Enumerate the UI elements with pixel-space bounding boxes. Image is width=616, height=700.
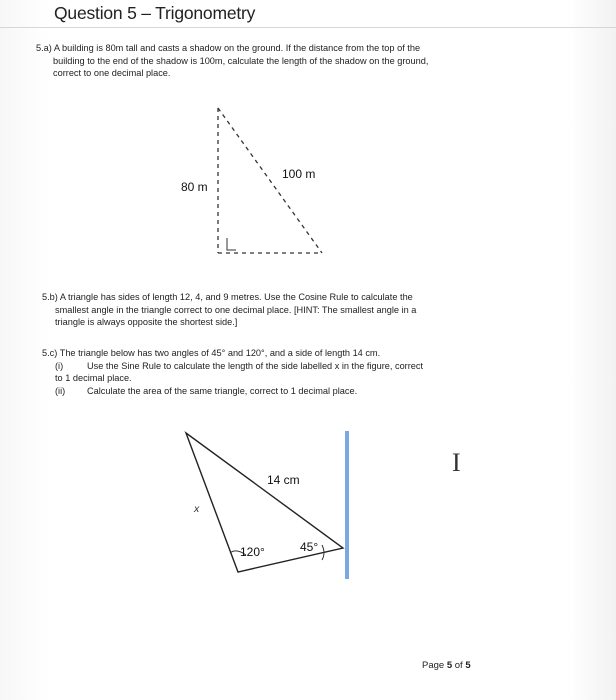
part2-text: Calculate the area of the same triangle, correct to 1 decimal place.: [87, 385, 358, 396]
total-pages: 5: [465, 660, 471, 671]
footer-middle: of: [452, 660, 466, 671]
side-label: 14 cm: [267, 473, 300, 487]
page-footer: [422, 660, 471, 671]
part1-marker: (i): [55, 360, 64, 371]
angle-45-label: 45°: [300, 540, 319, 554]
q5a-line1: 5.a) A building is 80m tall and casts a shadow on the ground. If the distance from the top of the: [36, 43, 421, 53]
page-title: Question 5 – Trigonometry: [54, 3, 256, 23]
hypotenuse-label: 100 m: [282, 167, 316, 181]
x-label: x: [194, 503, 200, 515]
q5b-line3: triangle is always opposite the shortest side.]: [55, 317, 238, 328]
q5a-line3: correct to one decimal place.: [53, 68, 171, 79]
q5b-line1: 5.b) A triangle has sides of length 12, 4, and 9 metres. Use the Cosine Rule to calculate the: [42, 292, 413, 302]
q5b-line2: smallest angle in the triangle correct to one decimal place. [HINT: The smallest angle in a: [55, 304, 417, 315]
part2-marker: (ii): [55, 385, 66, 396]
angle-120-label: 120°: [240, 545, 265, 559]
height-label: 80 m: [181, 180, 208, 194]
part1-text-cont: to 1 decimal place.: [55, 373, 132, 384]
accent-bar: [345, 431, 349, 579]
part1-text: Use the Sine Rule to calculate the length of the side labelled x in the figure, correct: [87, 360, 424, 371]
current-page: 5: [446, 660, 453, 671]
footer-prefix: Page: [422, 660, 447, 671]
text-cursor-icon: I: [452, 448, 461, 477]
q5a-line2: building to the end of the shadow is 100m, calculate the length of the shadow on the ground,: [53, 55, 429, 66]
q5c-line1: 5.c) The triangle below has two angles of 45° and 120°, and a side of length 14 cm.: [42, 348, 381, 358]
